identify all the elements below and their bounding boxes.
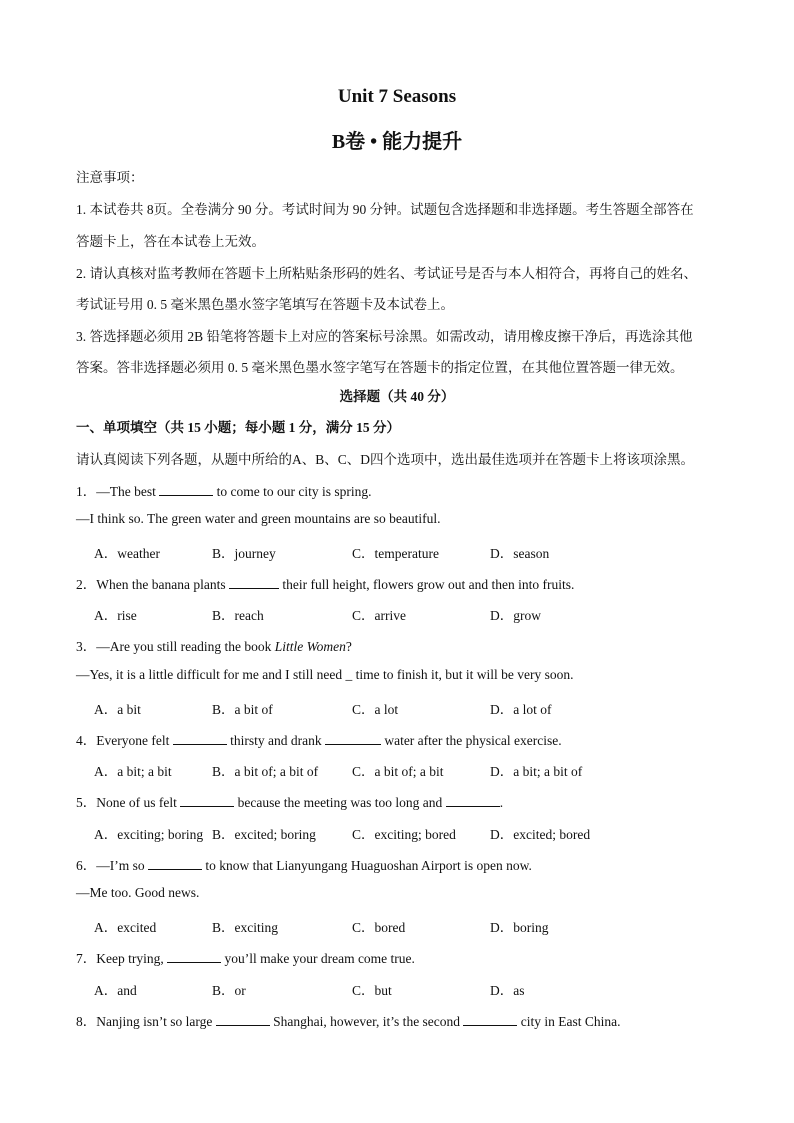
option-c[interactable]: C．arrive	[352, 608, 406, 623]
question-text: ?	[345, 639, 352, 654]
question-text: 5．None of us felt	[76, 795, 181, 810]
option-b[interactable]: B．a bit of; a bit of	[212, 764, 319, 779]
option-d[interactable]: D．boring	[490, 920, 549, 935]
notice-line: 3. 答选择题必须用 2B 铅笔将答题卡上对应的答案标号涂黑。如需改动，请用橡皮擦干净后，再选涂其他	[76, 329, 693, 344]
notice-heading: 注意事项：	[76, 170, 144, 185]
question-2	[76, 573, 726, 593]
question-7	[76, 947, 726, 967]
notice-line: 2. 请认真核对监考教师在答题卡上所粘贴条形码的姓名、考试证号是否与本人相符合，再将自己的姓名、	[76, 266, 697, 281]
question-text: city in East China.	[517, 1014, 621, 1029]
question-3-reply: —Yes, it is a little difficult for me and I still need _ time to finish it, but it will be very soon.	[76, 667, 574, 682]
answer-blank	[216, 1013, 270, 1026]
option-a[interactable]: A．excited	[94, 920, 157, 935]
option-d[interactable]: D．as	[490, 983, 525, 998]
instruction: 请认真阅读下列各题，从题中所给的A、B、C、D四个选项中，选出最佳选项并在答题卡上将该项涂黑。	[76, 452, 695, 467]
question-text: 6．—I’m so	[76, 858, 148, 873]
question-text: to come to our city is spring.	[213, 484, 372, 499]
question-text: 7．Keep trying,	[76, 951, 168, 966]
option-c[interactable]: C．but	[352, 983, 392, 998]
option-a[interactable]: A．rise	[94, 608, 137, 623]
question-text: 2．When the banana plants	[76, 577, 229, 592]
part-title: 选择题（共 40 分）	[339, 389, 455, 404]
answer-blank	[180, 794, 234, 807]
option-a[interactable]: A．a bit; a bit	[94, 764, 172, 779]
answer-blank	[173, 732, 227, 745]
answer-blank	[325, 732, 381, 745]
option-a[interactable]: A．exciting; boring	[94, 827, 204, 842]
question-1-reply: —I think so. The green water and green mountains are so beautiful.	[76, 511, 441, 526]
question-text: 1．—The best	[76, 484, 160, 499]
question-text: you’ll make your dream come true.	[221, 951, 415, 966]
question-text: water after the physical exercise.	[380, 733, 562, 748]
option-b[interactable]: B．a bit of	[212, 702, 273, 717]
section-title: B卷 • 能力提升	[331, 131, 463, 153]
option-b[interactable]: B．reach	[212, 608, 264, 623]
question-6	[76, 854, 726, 874]
unit-title: Unit 7 Seasons	[337, 86, 457, 107]
question-text: Shanghai, however, it’s the second	[269, 1014, 464, 1029]
option-a[interactable]: A．weather	[94, 546, 160, 561]
option-b[interactable]: B．journey	[212, 546, 276, 561]
notice-line: 考试证号用 0. 5 毫米黑色墨水签字笔填写在答题卡及本试卷上。	[76, 297, 454, 312]
question-text: thirsty and drank	[226, 733, 325, 748]
answer-blank	[167, 950, 221, 963]
notice-line: 答案。答非选择题必须用 0. 5 毫米黑色墨水签字笔写在答题卡的指定位置，在其他位置答题一律无效。	[76, 360, 684, 375]
option-b[interactable]: B．exciting	[212, 920, 278, 935]
option-c[interactable]: C．bored	[352, 920, 406, 935]
section-heading: 一、单项填空（共 15 小题；每小题 1 分，满分 15 分）	[76, 420, 400, 435]
question-text: .	[499, 795, 504, 810]
book-title: Little Women	[274, 639, 346, 654]
answer-blank	[446, 794, 500, 807]
question-5	[76, 791, 726, 811]
question-1	[76, 480, 726, 500]
question-text: 4．Everyone felt	[76, 733, 173, 748]
option-d[interactable]: D．a bit; a bit of	[490, 764, 583, 779]
option-b[interactable]: B．excited; boring	[212, 827, 316, 842]
notice-line: 1. 本试卷共 8页。全卷满分 90 分。考试时间为 90 分钟。试题包含选择题和非选择题。考生答题全部答在	[76, 202, 694, 217]
option-c[interactable]: C．exciting; bored	[352, 827, 456, 842]
question-text: because the meeting was too long and	[234, 795, 446, 810]
option-a[interactable]: A．a bit	[94, 702, 141, 717]
question-text: to know that Lianyungang Huaguoshan Airport is open now.	[202, 858, 532, 873]
option-c[interactable]: C．a lot	[352, 702, 399, 717]
question-text: 8．Nanjing isn’t so large	[76, 1014, 216, 1029]
answer-blank	[229, 576, 279, 589]
option-c[interactable]: C．temperature	[352, 546, 439, 561]
option-a[interactable]: A．and	[94, 983, 137, 998]
option-c[interactable]: C．a bit of; a bit	[352, 764, 444, 779]
question-3	[76, 635, 726, 655]
question-8	[76, 1010, 726, 1030]
notice-line: 答题卡上，答在本试卷上无效。	[76, 234, 265, 249]
question-text: 3．—Are you still reading the book	[76, 639, 275, 654]
option-b[interactable]: B．or	[212, 983, 246, 998]
question-text: their full height, flowers grow out and then into fruits.	[278, 577, 575, 592]
option-d[interactable]: D．grow	[490, 608, 541, 623]
answer-blank	[159, 483, 213, 496]
question-4	[76, 729, 726, 749]
option-d[interactable]: D．season	[490, 546, 550, 561]
answer-blank	[148, 857, 202, 870]
option-d[interactable]: D．a lot of	[490, 702, 552, 717]
question-6-reply: —Me too. Good news.	[76, 885, 200, 900]
option-d[interactable]: D．excited; bored	[490, 827, 591, 842]
answer-blank	[463, 1013, 517, 1026]
